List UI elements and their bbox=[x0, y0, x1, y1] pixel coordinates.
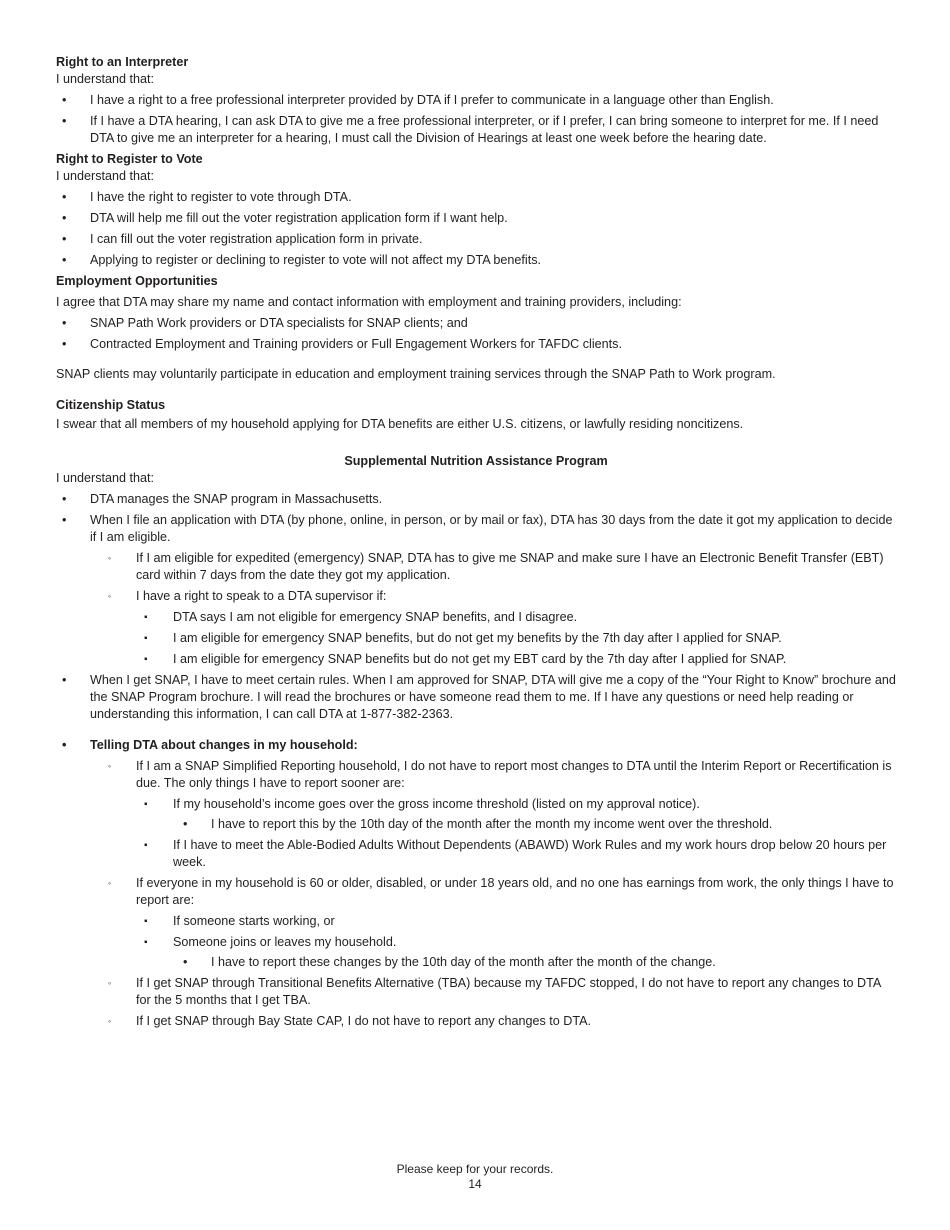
list-item bbox=[56, 672, 896, 723]
vote-heading: Right to Register to Vote bbox=[56, 152, 203, 166]
vote-intro: I understand that: bbox=[56, 169, 155, 183]
snap-item-text: I have a right to speak to a DTA supervisor if: bbox=[136, 589, 387, 603]
citizenship-section bbox=[56, 397, 896, 433]
list-item: • I can fill out the voter registration application form in private. bbox=[56, 231, 896, 248]
employment-section bbox=[56, 273, 896, 383]
snap-item-text: If everyone in my household is 60 or older, disabled, or under 18 years old, and no one has earnings from work, the only things I have to report are: bbox=[136, 876, 894, 907]
employment-note: SNAP clients may voluntarily participate in education and employment training services through the SNAP Path to Work program. bbox=[56, 367, 776, 381]
interpreter-heading: Right to an Interpreter bbox=[56, 55, 189, 69]
snap-intro: I understand that: bbox=[56, 471, 155, 485]
list-item: ◦ If I get SNAP through Transitional Benefits Alternative (TBA) because my TAFDC stopped, I do not have to report any changes to DTA for the 5 months that I get TBA. bbox=[90, 975, 896, 1009]
interpreter-section bbox=[56, 54, 896, 147]
snap-sublist bbox=[56, 550, 896, 668]
citizenship-text: I swear that all members of my household applying for DTA benefits are either U.S. citizens, or lawfully residing noncitizens. bbox=[56, 417, 744, 431]
list-item bbox=[90, 588, 896, 668]
list-item: ▪ I am eligible for emergency SNAP benefits, but do not get my benefits by the 7th day after I applied for SNAP. bbox=[136, 630, 896, 647]
list-item: ▪ I am eligible for emergency SNAP benefits but do not get my EBT card by the 7th day after I applied for SNAP. bbox=[136, 651, 896, 668]
simplified-list bbox=[136, 796, 896, 871]
snap-section bbox=[56, 453, 896, 1030]
list-item bbox=[136, 934, 896, 971]
snap-item-text: When I get SNAP, I have to meet certain rules. When I am approved for SNAP, DTA will give me a copy of the “Your Right to Know” brochure and the SNAP Program brochure. I will read the brochures or have someone read them to me. If I have any questions or need help reading or understanding this information, I can call DTA at 1-877-382-2363. bbox=[90, 673, 896, 721]
employment-intro: I agree that DTA may share my name and contact information with employment and training providers, including: bbox=[56, 295, 682, 309]
list-item: • I have a right to a free professional interpreter provided by DTA if I prefer to communicate in a language other than English. bbox=[56, 92, 896, 109]
interpreter-list bbox=[56, 92, 896, 147]
employment-heading: Employment Opportunities bbox=[56, 274, 218, 288]
elderly-list bbox=[136, 913, 896, 971]
snap-list bbox=[56, 491, 896, 1030]
footer-note: Please keep for your records. bbox=[396, 1162, 554, 1176]
list-item bbox=[90, 758, 896, 871]
citizenship-heading: Citizenship Status bbox=[56, 398, 166, 412]
snap-title: Supplemental Nutrition Assistance Program bbox=[344, 454, 608, 468]
income-detail-list bbox=[173, 816, 896, 833]
changes-list bbox=[56, 758, 896, 1030]
list-item: • DTA will help me fill out the voter registration application form if I want help. bbox=[56, 210, 896, 227]
list-item: • I have to report these changes by the 10th day of the month after the month of the change. bbox=[173, 954, 896, 971]
list-item: • I have to report this by the 10th day of the month after the month my income went over the threshold. bbox=[173, 816, 896, 833]
list-item bbox=[136, 796, 896, 833]
list-item bbox=[56, 512, 896, 668]
snap-item-text: DTA manages the SNAP program in Massachusetts. bbox=[90, 492, 383, 506]
vote-list bbox=[56, 189, 896, 269]
page-footer bbox=[0, 1162, 950, 1192]
snap-item-text: Someone joins or leaves my household. bbox=[173, 935, 397, 949]
snap-item-text: If I am a SNAP Simplified Reporting household, I do not have to report most changes to DTA until the Interim Report or Recertification is due. The only things I have to report sooner are: bbox=[136, 759, 892, 790]
list-item: • Applying to register or declining to register to vote will not affect my DTA benefits. bbox=[56, 252, 896, 269]
changes-heading: Telling DTA about changes in my household: bbox=[90, 738, 358, 752]
list-item: • Contracted Employment and Training providers or Full Engagement Workers for TAFDC clients. bbox=[56, 336, 896, 353]
list-item: ▪ If I have to meet the Able-Bodied Adults Without Dependents (ABAWD) Work Rules and my work hours drop below 20 hours per week. bbox=[136, 837, 896, 871]
list-item: • If I have a DTA hearing, I can ask DTA to give me a free professional interpreter, or if I prefer, I can bring someone to interpret for me. If I need DTA to give me an interpreter for a hearing, I must call the Division of Hearings at least one week before the hearing date. bbox=[56, 113, 896, 147]
elderly-detail-list bbox=[173, 954, 896, 971]
list-item bbox=[90, 875, 896, 971]
supervisor-list bbox=[136, 609, 896, 668]
list-item: • I have the right to register to vote through DTA. bbox=[56, 189, 896, 206]
list-item: ◦ If I am eligible for expedited (emergency) SNAP, DTA has to give me SNAP and make sure I have an Electronic Benefit Transfer (EBT) card within 7 days from the date they got my application. bbox=[90, 550, 896, 584]
snap-item-text: When I file an application with DTA (by phone, online, in person, or by mail or fax), DTA has 30 days from the date it got my application to decide if I am eligible. bbox=[90, 513, 893, 544]
document-page bbox=[56, 54, 896, 1030]
vote-section bbox=[56, 151, 896, 269]
list-item: ▪ If someone starts working, or bbox=[136, 913, 896, 930]
interpreter-intro: I understand that: bbox=[56, 72, 155, 86]
page-number: 14 bbox=[468, 1177, 482, 1191]
list-item: • SNAP Path Work providers or DTA specialists for SNAP clients; and bbox=[56, 315, 896, 332]
employment-list bbox=[56, 315, 896, 353]
list-item bbox=[56, 737, 896, 1030]
list-item: ◦ If I get SNAP through Bay State CAP, I do not have to report any changes to DTA. bbox=[90, 1013, 896, 1030]
list-item bbox=[56, 491, 896, 508]
list-item: ▪ DTA says I am not eligible for emergency SNAP benefits, and I disagree. bbox=[136, 609, 896, 626]
snap-item-text: If my household’s income goes over the gross income threshold (listed on my approval notice). bbox=[173, 797, 700, 811]
